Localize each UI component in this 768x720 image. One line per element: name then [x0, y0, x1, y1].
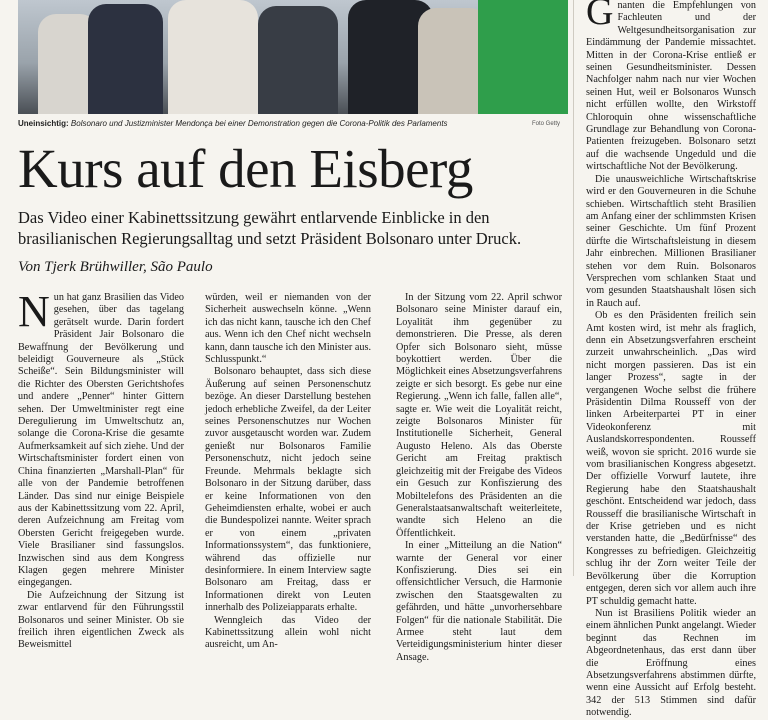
photo-figure — [88, 4, 163, 114]
paragraph: In der Sitzung vom 22. April schwor Bolsonaro seine Minister darauf ein, Loyalität ihm gegenüber zu demonstrieren. Die Presse, als deren Opfer sich Bolsonaro sieht, müsse boykottiert werden. Über die Möglichkeit eines Absetzungsverfahrens zeigte er sich besorgt. Es gebe nur eine Regierung. „Wenn ich falle, fallen alle“, sagte er. Wie weit die Loyalität reicht, zeigte Bolsonaros Minister für Institutionelle Sicherheit, General Augusto Heleno. Als das Oberste Gericht am Freitag praktisch gleichzeitig mit der Freigabe des Videos ein Gesuch zur Konfiszierung des Mobiltelefons des Präsidenten an die Generalstaatsanwaltschaft weiterleitete, wandte sich Heleno an die Öffentlichkeit. — [396, 292, 562, 539]
article-photo — [18, 0, 560, 114]
byline: Von Tjerk Brühwiller, São Paulo — [18, 259, 213, 275]
paragraph: Bolsonaro behauptet, dass sich diese Äußerung auf seinen Personenschutz bezöge. An dieser Darstellung bestehen jedoch erhebliche Zweifel, da der Leiter seines Personenschutzes nur Wochen zuvor ausgetauscht worden war. Zudem genießt nur Bolsonaros Familie Personenschutz, nicht jedoch seine Freunde. Mehrmals beklagte sich Bolsonaro in der Sitzung darüber, dass er keine Informationen von den Geheimdiensten erhalte, wobei er auch die Bundespolizei nannte. Weiter sprach er von einem „privaten Informationssystem“, das funktioniere, während das offizielle nur desinformiere. In einem Interview sagte Bolsonaro am Freitag, dass er Informationen direkt von Leuten innerhalb des Polizeiapparats erhalte. — [205, 366, 371, 614]
text-column-3 — [396, 292, 562, 663]
caption-text: Bolsonaro und Justizminister Mendonça bei einer Demonstration gegen die Corona-Politik des Parlaments — [70, 119, 448, 128]
paragraph-text: nanten die Empfehlungen von Fachleuten und der Weltgesundheitsorganisation zur Eindämmung der Pandemie missachtet. Mitten in der Corona-Krise entließ er seinen Gesundheitsminister. Dessen Nachfolger nahm nach nur vier Wochen seinen Hut, weil er Bolsonaros Wunsch nicht erfüllen wollte, den Wirkstoff Chloroquin ohne wissenschaftliche Grundlage zur Behandlung von Corona-Patienten freizugeben. Bolsonaro setzt auf die wachsende Ungeduld und die wirtschaftliche Not der Bevölkerung. — [586, 0, 756, 173]
paragraph-text: un hat ganz Brasilien das Video gesehen, über das tagelang gerätselt wurde. Darin fordert Präsident Jair Bolsonaro die Bewaffnung der Bevölkerung und beleidigt Gouverneure als „Stück Scheiße“. Sein Bildungsminister will die Richter des Obersten Gerichtshofes und andere „Penner“ hinter Gittern sehen. Der Umweltminister regt eine Deregulierung im Umweltschutz an, solange die Corona-Krise die gesamte Aufmerksamkeit auf sich ziehe. Und der Wirtschaftsminister fordert einen von China finanzierten „Marshall-Plan“ für alle von der Pandemie betroffenen Länder. Das sind nur einige Beispiele aus der Kabinettssitzung vom 22. April, deren Aufzeichnung am Freitag vom Obersten Gericht freigegeben wurde. Viele Brasilianer sind fassungslos. Inzwischen sind aus dem Kongress Klagen gegen mehrere Minister eingegangen. — [18, 292, 184, 589]
paragraph: würden, weil er niemanden von der Sicherheit auswechseln könne. „Wenn ich das nicht kann, tausche ich den Chef aus. Wenn ich den Chef nicht wechseln kann, dann tausche ich den Minister aus. Schlusspunkt.“ — [205, 292, 371, 366]
photo-figure — [258, 6, 338, 114]
paragraph: Die Aufzeichnung der Sitzung ist zwar entlarvend für den Führungsstil Bolsonaros und seiner Minister. Ob sie freilich ihren eigentlichen Zweck als Beweismittel — [18, 589, 184, 651]
text-column-2 — [205, 292, 371, 651]
paragraph — [586, 0, 756, 174]
headline: Kurs auf den Eisberg — [18, 138, 473, 199]
paragraph: Ob es den Präsidenten freilich sein Amt kosten wird, ist mehr als fraglich, denn ein Absetzungsverfahren erscheint zurzeit unwahrscheinlich. „Das wird nicht morgen passieren. Das ist ein langer Prozess“, sagte in der vergangenen Woche selbst die frühere Präsidentin Dilma Rousseff von der linken Arbeiterpartei PT in einer Videokonferenz mit Auslandskorrespondenten. Rousseff weiß, wovon sie spricht. 2016 wurde sie vom brasilianischen Kongress abgesetzt. Der offizielle Vorwurf lautete, ihre Regierung habe den Staatshaushalt geschönt. Entscheidend war jedoch, dass Rousseff die brasilianische Wirtschaft in der Krise getrieben und es nicht verstanden hatte, die „Bedürfnisse“ des Kongresses zu befriedigen. Gleichzeitig schlug ihr der Zorn weiter Teile der Bevölkerung über die Korruption entgegen, deren sich vor allem auch ihre PT schuldig gemacht hatte. — [586, 310, 756, 607]
photo-credit: Foto Getty — [531, 121, 560, 127]
text-column-1 — [18, 287, 184, 651]
photo-flag — [478, 0, 568, 114]
photo-caption — [18, 119, 560, 129]
paragraph: Wenngleich das Video der Kabinettssitzung allein wohl nicht ausreicht, um An- — [205, 614, 371, 651]
dropcap: N — [18, 287, 50, 336]
lead-paragraph: Das Video einer Kabinettssitzung gewährt entlarvende Einblicke in den brasilianischen Regierungsalltag und setzt Präsident Bolsonaro unter Druck. — [18, 208, 522, 248]
paragraph: Nun ist Brasiliens Politik wieder an einem ähnlichen Punkt angelangt. Wieder beginnt das Rechnen im Abgeordnetenhaus, das erst dann über die Eröffnung eines Absetzungsverfahrens abstimmen dürfte, wenn eine Aussicht auf Erfolg besteht. 342 der 513 Stimmen sind dafür notwendig. — [586, 607, 756, 719]
caption-label: Uneinsichtig: — [18, 119, 69, 128]
column-divider — [573, 0, 574, 576]
paragraph: Die unausweichliche Wirtschaftskrise wird er den Gouverneuren in die Schuhe schieben. Wirtschaftlich steht Brasilien am Anfang einer der schlimmsten Krisen seiner Geschichte. Um fünf Prozent dürfte die Wirtschaftsleistung in diesem Jahr einbrechen. Millionen Brasilianer stehen vor dem Ruin. Bolsonaros Versprechen vom schlanken Staat und vom gesunden Staatshaushalt lösen sich in Rauch auf. — [586, 173, 756, 309]
paragraph — [18, 287, 184, 590]
dropcap: G — [586, 0, 614, 33]
photo-figure — [168, 0, 258, 114]
side-column — [586, 0, 756, 719]
paragraph: In einer „Mitteilung an die Nation“ warnte der General vor einer Konfiszierung. Dies sei ein offensichtlicher Versuch, die Harmonie zwischen den Staatsgewalten zu gefährden, und hätte „unvorhersehbare Folgen“ für die nationale Stabilität. Die Armee steht laut dem Verteidigungsministerium hinter dieser Ansage. — [396, 540, 562, 663]
